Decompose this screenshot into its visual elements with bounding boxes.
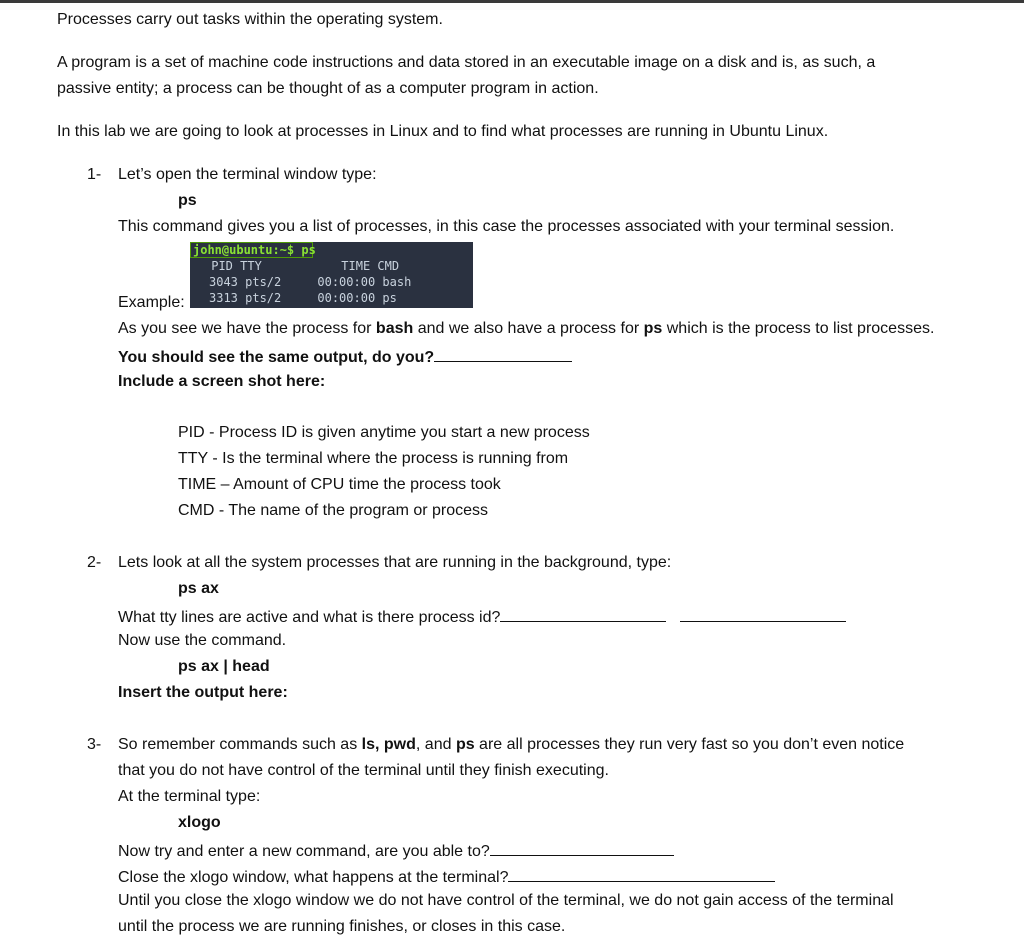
step-2-command: ps ax [178, 580, 219, 597]
step-2-question [118, 605, 846, 628]
screenshot-prompt: Include a screen shot here: [118, 373, 326, 390]
terminal-prompt [193, 243, 316, 257]
step-2-instruction: Lets look at all the system processes that are running in the background, type: [118, 554, 672, 571]
terminal-row-bash: 3043 pts/2 00:00:00 bash [209, 275, 412, 289]
explanation-ps: ps [643, 320, 663, 337]
step-3-line-4: Until you close the xlogo window we do not have control of the terminal, we do not gain access of the terminal [118, 892, 894, 909]
step-1-number: 1- [87, 166, 102, 183]
step-2-question-text: What tty lines are active and what is there process id? [118, 609, 501, 626]
step-3-question-1 [118, 839, 674, 862]
step-3-text-2: are all processes they run very fast so you don’t even notice [474, 736, 905, 753]
definition-pid: PID - Process ID is given anytime you start a new process [178, 424, 590, 441]
explanation-text-2: and we also have a process for [413, 320, 644, 337]
step-3-command: xlogo [178, 814, 221, 831]
terminal-header-row: PID TTY TIME CMD [204, 259, 400, 273]
step-1-command: ps [178, 192, 197, 209]
definition-cmd: CMD - The name of the program or process [178, 502, 489, 519]
step-3-line-3: At the terminal type: [118, 788, 261, 805]
intro-paragraph-3: In this lab we are going to look at processes in Linux and to find what processes are running in Ubuntu Linux. [57, 123, 829, 140]
step-3-question-2 [118, 865, 775, 888]
step-3-number: 3- [87, 736, 102, 753]
intro-paragraph-1: Processes carry out tasks within the operating system. [57, 11, 443, 28]
terminal-row-ps: 3313 pts/2 00:00:00 ps [209, 291, 397, 305]
intro-paragraph-2-line-1: A program is a set of machine code instructions and data stored in an executable image on a disk and is, as such, a [57, 54, 876, 71]
answer-blank-tty[interactable] [500, 605, 666, 622]
step-3-ls: ls, [361, 736, 380, 753]
step-3-line-1 [118, 735, 904, 755]
explanation-text-1: As you see we have the process for [118, 320, 376, 337]
example-label: Example: [118, 294, 185, 311]
step-2-now: Now use the command. [118, 632, 287, 649]
step-3-question-1-text: Now try and enter a new command, are you able to? [118, 843, 490, 860]
answer-blank-new-command[interactable] [490, 839, 674, 856]
step-3-line-5: until the process we are running finishes, or closes in this case. [118, 918, 566, 935]
step-3-ps: ps [455, 736, 475, 753]
intro-paragraph-2-line-2: passive entity; a process can be thought of as a computer program in action. [57, 80, 599, 97]
terminal-screenshot [190, 242, 473, 308]
answer-blank-process-id[interactable] [680, 605, 846, 622]
insert-output-prompt: Insert the output here: [118, 684, 288, 701]
step-3-line-2: that you do not have control of the terminal until they finish executing. [118, 762, 609, 779]
step-3-text-1: So remember commands such as [118, 736, 362, 753]
step-3-and: , and [415, 736, 456, 753]
answer-blank-step-1[interactable] [434, 345, 572, 362]
explanation-bash: bash [375, 320, 414, 337]
terminal-prompt-text: john@ubuntu:~$ ps [193, 243, 316, 257]
step-2-command-2: ps ax | head [178, 658, 270, 675]
definition-time: TIME – Amount of CPU time the process took [178, 476, 501, 493]
step-1-instruction: Let’s open the terminal window type: [118, 166, 377, 183]
top-border [0, 0, 1024, 3]
explanation-text-3: which is the process to list processes. [662, 320, 935, 337]
step-1-description: This command gives you a list of processes, in this case the processes associated with your terminal session. [118, 218, 895, 235]
step-3-question-2-text: Close the xlogo window, what happens at the terminal? [118, 869, 509, 886]
step-3-pwd: pwd [383, 736, 416, 753]
step-1-question-text: You should see the same output, do you? [118, 349, 435, 366]
step-1-explanation [118, 319, 934, 339]
definition-tty: TTY - Is the terminal where the process is running from [178, 450, 569, 467]
step-2-number: 2- [87, 554, 102, 571]
answer-blank-terminal[interactable] [508, 865, 775, 882]
step-1-question [118, 345, 572, 368]
